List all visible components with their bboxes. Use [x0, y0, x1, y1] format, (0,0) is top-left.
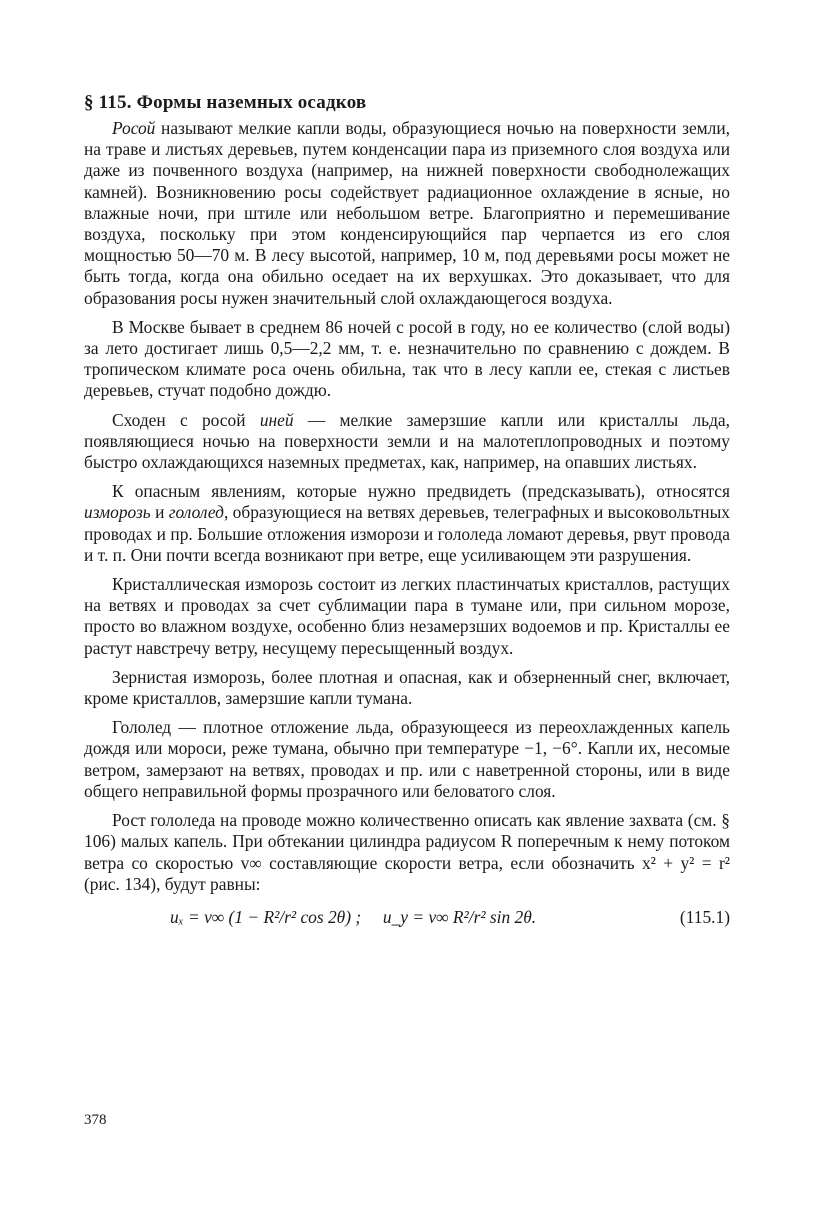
- paragraph-crystal-rime: Кристаллическая изморозь состоит из легких пластинчатых кристаллов, растущих на ветвях и проводах за счет сублимации пара в тумане или, при сильном морозе, просто во влажном воздухе, особенно близ незамерзших водоемов и пр. Кристаллы ее растут навстречу ветру, несущему пересыщенный воздух.: [84, 574, 730, 658]
- term-dew: Росой: [112, 118, 156, 138]
- paragraph-frost-before: Сходен с росой: [112, 409, 260, 430]
- paragraph-hazards: [84, 481, 730, 566]
- paragraph-glaze-growth: Рост гололеда на проводе можно количественно описать как явление захвата (см. § 106) малых капель. При обтекании цилиндра радиусом R поперечным к нему потоком ветра со скоростью v∞ составляющие скорости ветра, если обозначить x² + y² = r² (рис. 134), будут равны:: [84, 810, 730, 894]
- paragraph-hazards-mid: и: [150, 502, 169, 523]
- paragraph-frost-after: — мелкие замерзшие капли или кристаллы льда, появляющиеся ночью на поверхности земли и на малотеплопроводных и поэтому быстро охлаждающихся наземных предметах, как, например, на опавших листьях.: [84, 409, 730, 473]
- page-body: [84, 92, 730, 943]
- paragraph-dew-text: называют мелкие капли воды, образующиеся ночью на поверхности земли, на траве и листьях деревьев, путем конденсации пара из приземного слоя воздуха или даже из почвенного воздуха (например, на нижней поверхности свободнолежащих камней). Возникновению росы содействует радиационное охлаждение в ясные, но влажные ночи, при штиле или небольшом ветре. Благоприятно и перемешивание воздуха, поскольку при этом конденсирующийся пар черпается из его слоя мощностью 50—70 м. В лесу высотой, например, 10 м, под деревьями росы может не быть тогда, когда она обильно оседает на их верхушках. Это доказывает, что для образования росы нужен значительный слой охлаждающегося воздуха.: [84, 118, 730, 308]
- paragraph-moscow: В Москве бывает в среднем 86 ночей с росой в году, но ее количество (слой воды) за лето достигает лишь 0,5—2,2 мм, т. е. незначительно по сравнению с дождем. В тропическом климате роса очень обильна, так что в лесу капли ее, стекая с листьев деревьев, стучат подобно дождю.: [84, 316, 730, 401]
- paragraph-frost: [84, 410, 730, 474]
- section-heading: § 115. Формы наземных осадков: [84, 92, 367, 113]
- formula-115-1: [84, 903, 730, 943]
- page-number: 378: [84, 1112, 107, 1128]
- formula-number: (115.1): [679, 906, 730, 927]
- paragraph-granular-rime: Зернистая изморозь, более плотная и опасная, как и обзерненный снег, включает, кроме кристаллов, замерзшие капли тумана.: [84, 666, 730, 709]
- formula-ux: uₓ = v∞ (1 − R²/r² cos 2θ) ;: [170, 906, 362, 927]
- paragraph-hazards-before: К опасным явлениям, которые нужно предвидеть (предсказывать), относятся: [112, 481, 730, 502]
- formula-uy: u_y = v∞ R²/r² sin 2θ.: [382, 906, 537, 927]
- paragraph-dew: [84, 118, 730, 309]
- paragraph-hazards-after: , образующиеся на ветвях деревьев, телеграфных и высоковольтных проводах и пр. Большие отложения изморози и гололеда ломают деревья, рвут провода и т. п. Они почти всегда возникают при ветре, еще усиливающем эти разрушения.: [84, 502, 730, 565]
- term-rime: изморозь: [84, 502, 151, 523]
- term-frost: иней: [259, 409, 294, 430]
- term-glaze: гололед: [168, 502, 224, 523]
- formula-body: [170, 907, 536, 928]
- paragraph-glaze: Гололед — плотное отложение льда, образующееся из переохлажденных капель дождя или мороси, реже тумана, обычно при температуре −1, −6°. Капли их, несомые ветром, замерзают на ветвях, проводах и пр. или с наветренной стороны, или в виде общего неправильной формы прозрачного или беловатого слоя.: [84, 717, 730, 801]
